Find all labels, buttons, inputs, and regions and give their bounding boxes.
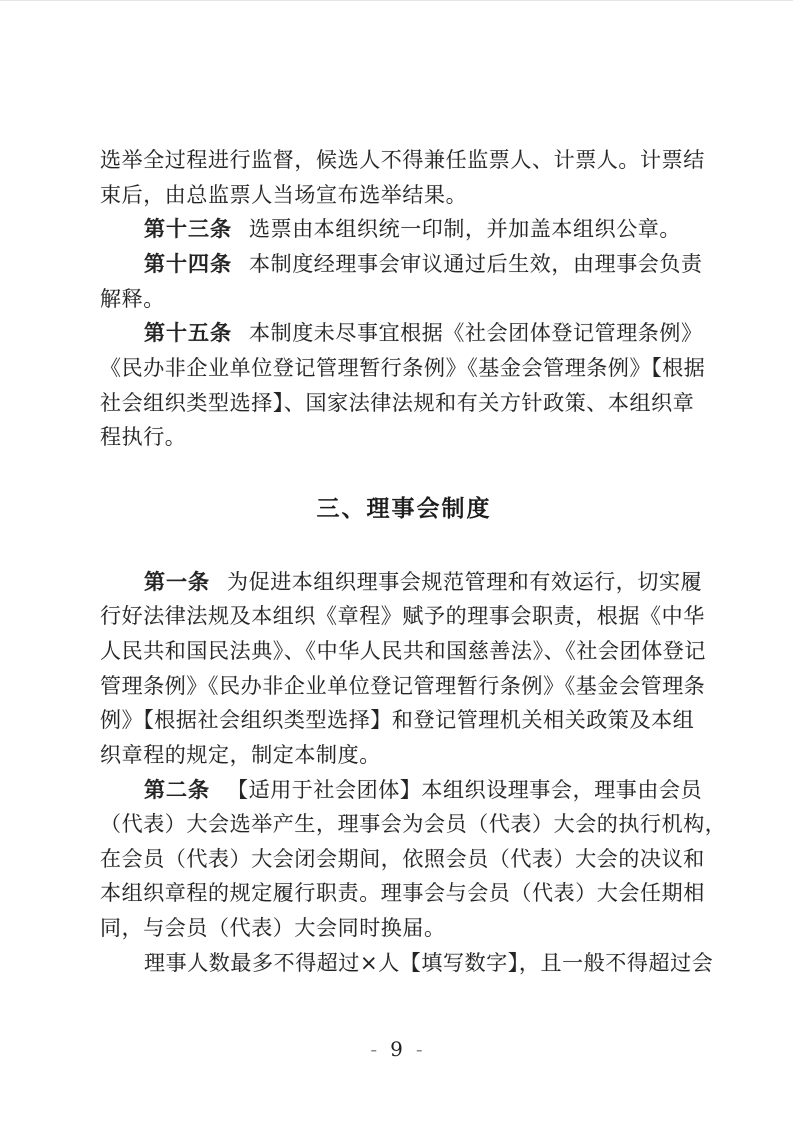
text-line [100, 738, 708, 773]
section-election-rules [100, 143, 708, 455]
text-line [100, 178, 708, 213]
line-text: 例》【根据社会组织类型选择】和登记管理机关相关政策及本组 [100, 708, 695, 733]
line-text: 解释。 [100, 286, 165, 311]
line-text: 本制度经理事会审议通过后生效，由理事会负责 [249, 251, 703, 276]
article-number: 第二条 [144, 776, 210, 802]
text-line [100, 807, 727, 842]
text-line [100, 842, 708, 877]
section-heading-board-system: 三、理事会制度 [316, 495, 492, 522]
text-line [100, 351, 708, 386]
text-line [100, 911, 708, 946]
line-text: 行好法律法规及本组织《章程》赋予的理事会职责，根据《中华 [100, 604, 705, 629]
text-line [100, 386, 708, 421]
text-line [100, 247, 708, 282]
line-text: 【适用于社会团体】本组织设理事会，理事由会员 [227, 777, 703, 802]
line-text: 织章程的规定，制定本制度。 [100, 742, 381, 767]
text-line [100, 565, 708, 600]
line-text: 程执行。 [100, 425, 187, 450]
article-number: 第十三条 [144, 216, 232, 242]
article-number: 第十五条 [144, 320, 232, 346]
text-line [100, 773, 708, 808]
footer-left-dash: - [370, 1037, 378, 1061]
page-top-edge-line [0, 0, 793, 1]
line-text: 选票由本组织统一印制，并加盖本组织公章。 [249, 217, 681, 242]
line-text: 社会组织类型选择】、国家法律法规和有关方针政策、本组织章 [100, 390, 695, 415]
footer-right-dash: - [415, 1037, 423, 1061]
article-number: 第一条 [144, 568, 210, 594]
line-text: （代表）大会选举产生，理事会为会员（代表）大会的执行机构， [100, 812, 727, 837]
line-text: 人民共和国民法典》、《中华人民共和国慈善法》、《社会团体登记 [100, 638, 706, 663]
text-line [100, 599, 708, 634]
line-text: 为促进本组织理事会规范管理和有效运行，切实履 [227, 569, 703, 594]
text-line [100, 876, 708, 911]
text-line [100, 282, 708, 317]
page-footer [0, 1036, 793, 1062]
line-text: 同，与会员（代表）大会同时换届。 [100, 916, 446, 941]
document-body [100, 143, 727, 980]
text-line [100, 703, 708, 738]
section-board-system [100, 565, 727, 981]
page-number: 9 [390, 1037, 403, 1061]
line-text: 本组织章程的规定履行职责。理事会与会员（代表）大会任期相 [100, 881, 705, 906]
line-text: 《民办非企业单位登记管理暂行条例》《基金会管理条例》【根据 [100, 355, 706, 380]
text-line [100, 212, 708, 247]
text-line [100, 420, 708, 455]
text-line [100, 634, 708, 669]
line-text: 在会员（代表）大会闭会期间，依照会员（代表）大会的决议和 [100, 846, 705, 871]
text-line [100, 143, 708, 178]
text-line [100, 316, 708, 351]
article-number: 第十四条 [144, 250, 232, 276]
line-text: 管理条例》《民办非企业单位登记管理暂行条例》《基金会管理条 [100, 673, 706, 698]
line-text: 理事人数最多不得超过×人【填写数字】，且一般不得超过会 [144, 950, 714, 975]
text-line [100, 946, 714, 981]
line-text: 选举全过程进行监督，候选人不得兼任监票人、计票人。计票结 [100, 148, 705, 172]
line-text: 束后，由总监票人当场宣布选举结果。 [100, 182, 468, 207]
line-text: 本制度未尽事宜根据《社会团体登记管理条例》 [249, 321, 703, 346]
text-line [100, 669, 708, 704]
